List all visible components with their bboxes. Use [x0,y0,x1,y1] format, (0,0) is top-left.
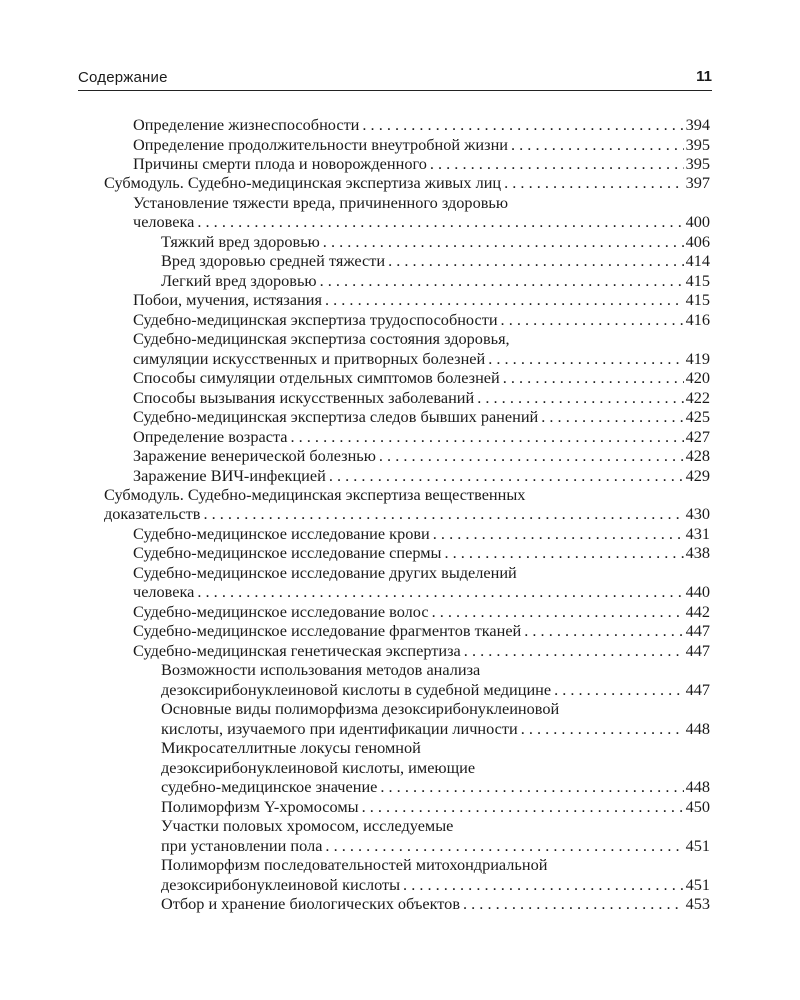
toc-entry-line[interactable] [161,660,483,680]
toc-entry[interactable] [133,310,710,330]
toc-entry[interactable] [133,466,710,486]
toc-leader-dots [433,524,684,544]
toc-entry-page: 447 [685,680,710,699]
toc-entry-page: 430 [685,504,710,523]
toc-entry-title: Микросателлитные локусы геномной [161,738,421,757]
running-header-title: Содержание [78,69,168,86]
toc-entry-title: Основные виды полиморфизма дезоксирибонуклеиновой [161,699,560,718]
toc-leader-dots [388,251,684,271]
toc-entry[interactable] [161,894,710,914]
toc-leader-dots [197,582,683,602]
toc-entry-title: Определение продолжительности внеутробной жизни [133,135,509,154]
toc-entry-submodule-line[interactable] [104,485,528,505]
toc-entry-title-cont: человека [133,212,195,231]
toc-entry-title: Тяжкий вред здоровью [161,232,320,251]
toc-entry[interactable] [133,407,710,427]
toc-entry-line[interactable] [161,816,456,836]
toc-leader-dots [501,310,684,330]
toc-entry-page: 415 [685,271,710,290]
toc-leader-dots [430,154,684,174]
page-number: 11 [696,68,712,85]
toc-entry-title: Полиморфизм Y-хромосомы [161,797,359,816]
toc-entry[interactable] [133,582,710,602]
toc-entry-page: 447 [685,641,710,660]
toc-entry[interactable] [133,641,710,661]
toc-entry-page: 448 [685,777,710,796]
toc-leader-dots [477,388,683,408]
toc-entry-title-cont: дезоксирибонуклеиновой кислоты в судебной медицине [161,680,552,699]
toc-entry-title-cont: человека [133,582,195,601]
toc-entry-title: Судебно-медицинское исследование крови [133,524,430,543]
toc-leader-dots [197,212,683,232]
toc-entry[interactable] [133,524,710,544]
toc-entry-page: 448 [685,719,710,738]
toc-entry-title: Судебно-медицинское исследование других выделений [133,563,517,582]
toc-leader-dots [524,621,683,641]
toc-entry-page: 431 [685,524,710,543]
toc-entry-line[interactable] [133,563,520,583]
toc-entry-title: Судебно-медицинское исследование фрагментов тканей [133,621,522,640]
toc-entry-title-cont: судебно-медицинское значение [161,777,378,796]
toc-entry-page: 420 [685,368,710,387]
toc-leader-dots [511,135,684,155]
toc-entry-title: Легкий вред здоровью [161,271,317,290]
toc-entry[interactable] [161,680,710,700]
toc-leader-dots [379,446,684,466]
toc-leader-dots [325,290,684,310]
toc-entry-title-cont: дезоксирибонуклеиновой кислоты, имеющие [161,758,476,777]
toc-leader-dots [463,894,684,914]
toc-entry-title: Судебно-медицинское исследование волос [133,602,429,621]
toc-entry[interactable] [133,602,710,622]
toc-leader-dots [291,427,684,447]
toc-entry-page: 394 [685,115,710,134]
toc-entry[interactable] [133,212,710,232]
toc-entry-title: Полиморфизм последовательностей митохондриальной [161,855,548,874]
toc-entry-page: 453 [685,894,710,913]
toc-entry-page: 397 [685,173,710,192]
toc-entry-page: 416 [685,310,710,329]
toc-leader-dots [444,543,683,563]
toc-entry-title-cont: симуляции искусственных и притворных болезней [133,349,486,368]
toc-entry-page: 427 [685,427,710,446]
toc-leader-dots [521,719,684,739]
toc-entry-title: Участки половых хромосом, исследуемые [161,816,454,835]
toc-entry-title: Судебно-медицинская генетическая экспертиза [133,641,461,660]
toc-leader-dots [329,466,684,486]
toc-entry[interactable] [133,368,710,388]
toc-entry-title: Вред здоровью средней тяжести [161,251,386,270]
toc-leader-dots [325,836,683,856]
toc-entry-page: 415 [685,290,710,309]
toc-leader-dots [554,680,683,700]
toc-entry-page: 450 [685,797,710,816]
toc-entry-page: 442 [685,602,710,621]
toc-entry[interactable] [161,777,710,797]
toc-leader-dots [203,504,683,524]
toc-entry[interactable] [133,621,710,641]
toc-entry-page: 422 [685,388,710,407]
toc-entry-page: 438 [685,543,710,562]
toc-entry-title: Заражение венерической болезнью [133,446,376,465]
toc-entry[interactable] [161,251,710,271]
toc-entry-title: Определение возраста [133,427,288,446]
toc-entry-line[interactable] [161,855,550,875]
toc-entry[interactable] [133,135,710,155]
toc-entry-title-cont: доказательств [104,504,201,523]
toc-leader-dots [504,173,683,193]
toc-leader-dots [403,875,684,895]
toc-entry-title: Причины смерти плода и новорожденного [133,154,427,173]
toc-entry-page: 429 [685,466,710,485]
toc-entry-page: 419 [685,349,710,368]
toc-entry-submodule[interactable] [104,173,710,193]
toc-entry[interactable] [161,875,710,895]
toc-leader-dots [362,115,683,135]
toc-entry-title: Способы вызывания искусственных заболеваний [133,388,475,407]
toc-entry-title: Установление тяжести вреда, причиненного здоровью [133,193,508,212]
toc-entry[interactable] [133,115,710,135]
toc-entry-title: Судебно-медицинская экспертиза состояния здоровья, [133,329,510,348]
toc-leader-dots [541,407,683,427]
toc-entry-title-cont: при установлении пола [161,836,323,855]
toc-entry[interactable] [133,446,710,466]
toc-entry-title: Побои, мучения, истязания [133,290,322,309]
toc-leader-dots [488,349,683,369]
toc-entry-line[interactable] [161,758,478,778]
toc-leader-dots [464,641,684,661]
toc-entry-line[interactable] [161,738,424,758]
toc-entry-title: Определение жизнеспособности [133,115,360,134]
toc-entry-page: 400 [685,212,710,231]
toc-entry[interactable] [133,543,710,563]
toc-entry-page: 414 [685,251,710,270]
toc-entry-page: 447 [685,621,710,640]
toc-entry-page: 395 [685,154,710,173]
toc-entry-title: Судебно-медицинское исследование спермы [133,543,442,562]
toc-entry-title: Судебно-медицинская экспертиза трудоспособности [133,310,498,329]
toc-entry-line[interactable] [133,193,511,213]
toc-entry-title-cont: дезоксирибонуклеиновой кислоты [161,875,401,894]
toc-entry-title: Способы симуляции отдельных симптомов болезней [133,368,500,387]
toc-entry-title: Отбор и хранение биологических объектов [161,894,461,913]
toc-leader-dots [320,271,684,291]
toc-entry[interactable] [161,271,710,291]
toc-entry-title: Субмодуль. Судебно-медицинская экспертиза вещественных [104,485,526,504]
toc-entry-page: 406 [685,232,710,251]
toc-entry-title: Субмодуль. Судебно-медицинская экспертиза живых лиц [104,173,502,192]
toc-leader-dots [362,797,684,817]
toc-entry-title: Возможности использования методов анализа [161,660,481,679]
toc-entry[interactable] [133,290,710,310]
toc-entry-line[interactable] [161,699,562,719]
toc-entry-title: Судебно-медицинская экспертиза следов бывших ранений [133,407,539,426]
toc-entry-title: Заражение ВИЧ-инфекцией [133,466,326,485]
toc-entry-page: 451 [685,836,710,855]
toc-leader-dots [380,777,683,797]
toc-entry-page: 451 [685,875,710,894]
toc-entry-line[interactable] [133,329,513,349]
toc-entry[interactable] [161,719,710,739]
toc-entry-submodule[interactable] [104,504,710,524]
toc-entry[interactable] [133,349,710,369]
toc-entry[interactable] [133,154,710,174]
toc-leader-dots [432,602,684,622]
toc-entry-page: 428 [685,446,710,465]
toc-entry[interactable] [161,797,710,817]
toc-entry-page: 395 [685,135,710,154]
toc-entry-page: 440 [685,582,710,601]
toc-entry-title-cont: кислоты, изучаемого при идентификации личности [161,719,518,738]
toc-entry[interactable] [161,232,710,252]
toc-entry[interactable] [161,836,710,856]
toc-leader-dots [503,368,684,388]
toc-entry-page: 425 [685,407,710,426]
toc-entry[interactable] [133,427,710,447]
toc-leader-dots [323,232,684,252]
toc-entry[interactable] [133,388,710,408]
